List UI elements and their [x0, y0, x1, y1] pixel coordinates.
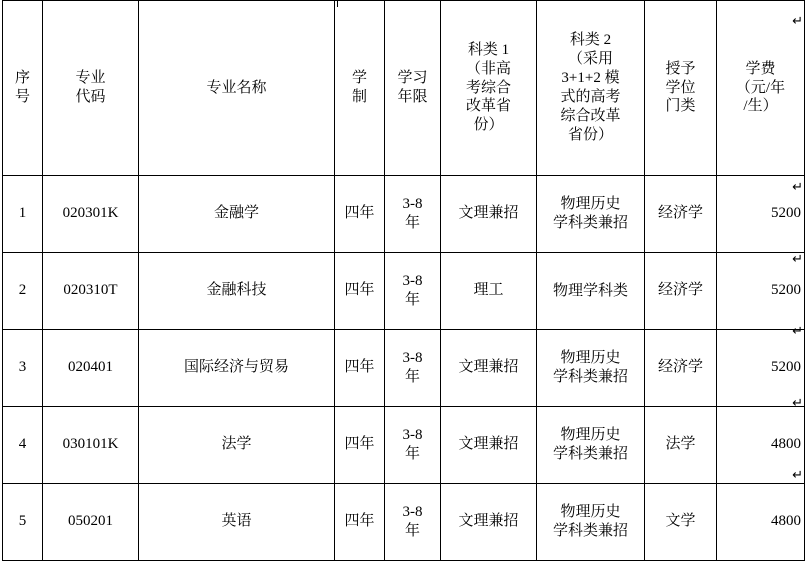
cell-name: 金融科技	[139, 253, 335, 330]
header-system-line2: 制	[351, 89, 367, 105]
pilcrow-mark: ↵	[792, 467, 803, 482]
cell-subject2-line1: 物理历史	[560, 350, 621, 367]
header-subject1-line4: 改革省	[465, 98, 511, 115]
cell-subject2-line2: 学科类兼招	[552, 215, 628, 231]
header-subject1-line1: 科类 1	[467, 41, 510, 58]
cell-subject2-line1: 物理历史	[560, 196, 621, 213]
cell-span	[385, 330, 441, 407]
header-seq-line2: 号	[14, 89, 30, 105]
header-cell-span	[385, 1, 441, 176]
cell-subject2-line2: 学科类兼招	[552, 369, 628, 385]
cell-span	[385, 176, 441, 253]
cell-span	[385, 407, 441, 484]
cell-span	[385, 484, 441, 561]
cell-seq: 3	[3, 330, 43, 407]
cell-span-line2: 年	[404, 369, 420, 385]
pilcrow-mark: ↵	[792, 251, 803, 266]
cell-subject2-line2: 学科类兼招	[552, 523, 628, 539]
header-subject2-line1: 科类 2	[569, 32, 612, 49]
cell-name: 英语	[139, 484, 335, 561]
cell-system: 四年	[335, 176, 385, 253]
header-cell-degree	[645, 1, 717, 176]
pilcrow-mark: ↵	[792, 395, 803, 410]
cell-subject2-line1: 物理历史	[560, 427, 621, 444]
header-subject2-line4: 式的高考	[560, 89, 621, 105]
cell-code: 020301K	[43, 176, 139, 253]
header-code-line2: 代码	[75, 89, 106, 105]
cell-degree: 法学	[645, 407, 717, 484]
header-cell-fee	[717, 1, 805, 176]
table-row	[3, 330, 805, 407]
cell-subject2	[537, 407, 645, 484]
cell-seq: 1	[3, 176, 43, 253]
cell-span-line2: 年	[404, 523, 420, 539]
cell-span-line1: 3-8	[402, 504, 423, 521]
cell-fee: 4800	[717, 407, 805, 484]
header-subject1-line3: 考综合	[465, 79, 511, 96]
cell-subject2	[537, 330, 645, 407]
header-fee-line1: 学费	[745, 60, 776, 77]
cell-degree: 经济学	[645, 330, 717, 407]
table-row	[3, 176, 805, 253]
header-cell-name	[139, 1, 335, 176]
pilcrow-mark: ↵	[792, 323, 803, 338]
majors-table	[2, 0, 805, 561]
header-code-line1: 专业	[75, 70, 106, 87]
pilcrow-mark: ↵	[792, 13, 803, 28]
cell-code: 020310T	[43, 253, 139, 330]
cell-degree: 文学	[645, 484, 717, 561]
header-subject1-line2: （非高	[465, 60, 511, 77]
cell-fee: 5200	[717, 253, 805, 330]
cell-name: 法学	[139, 407, 335, 484]
header-name-line1: 专业名称	[206, 79, 267, 96]
header-degree-line1: 授予	[665, 60, 696, 77]
top-divider	[337, 0, 338, 7]
header-degree-line2: 学位	[665, 79, 696, 96]
cell-span-line2: 年	[404, 446, 420, 462]
table-header-row	[3, 1, 805, 176]
cell-subject1: 文理兼招	[441, 176, 537, 253]
cell-fee: 5200	[717, 330, 805, 407]
header-subject2-line6: 省份）	[567, 126, 613, 143]
header-subject2-line5: 综合改革	[560, 107, 621, 124]
cell-name: 金融学	[139, 176, 335, 253]
cell-span-line1: 3-8	[402, 273, 423, 290]
cell-seq: 5	[3, 484, 43, 561]
cell-subject1: 文理兼招	[441, 484, 537, 561]
header-span-line2: 年限	[397, 89, 428, 105]
cell-fee: 4800	[717, 484, 805, 561]
header-subject2-line3: 3+1+2 模	[561, 70, 620, 87]
header-cell-subject2	[537, 1, 645, 176]
header-system-line1: 学	[351, 70, 367, 87]
cell-subject1: 理工	[441, 253, 537, 330]
cell-span	[385, 253, 441, 330]
cell-span-line2: 年	[404, 292, 420, 308]
cell-degree: 经济学	[645, 253, 717, 330]
header-seq-line1: 序	[14, 70, 30, 87]
cell-system: 四年	[335, 407, 385, 484]
header-fee-line3: /生）	[743, 98, 778, 115]
header-fee-line2: （元/年	[735, 79, 786, 96]
cell-subject1: 文理兼招	[441, 407, 537, 484]
cell-code: 020401	[43, 330, 139, 407]
header-span-line1: 学习	[397, 70, 428, 87]
cell-span-line1: 3-8	[402, 196, 423, 213]
header-cell-subject1	[441, 1, 537, 176]
cell-span-line2: 年	[404, 215, 420, 231]
cell-span-line1: 3-8	[402, 427, 423, 444]
cell-code: 050201	[43, 484, 139, 561]
cell-system: 四年	[335, 330, 385, 407]
cell-subject2-line1: 物理历史	[560, 504, 621, 521]
header-cell-code	[43, 1, 139, 176]
cell-subject2-line1: 物理学科类	[552, 282, 628, 299]
cell-subject1: 文理兼招	[441, 330, 537, 407]
header-subject2-line2: （采用	[567, 51, 613, 68]
cell-name: 国际经济与贸易	[139, 330, 335, 407]
cell-subject2	[537, 253, 645, 330]
cell-subject2-line2: 学科类兼招	[552, 446, 628, 462]
table-row	[3, 484, 805, 561]
cell-seq: 2	[3, 253, 43, 330]
header-subject1-line5: 份）	[473, 117, 504, 134]
cell-degree: 经济学	[645, 176, 717, 253]
pilcrow-mark: ↵	[792, 179, 803, 194]
cell-fee: 5200	[717, 176, 805, 253]
cell-seq: 4	[3, 407, 43, 484]
table-row	[3, 407, 805, 484]
cell-subject2	[537, 484, 645, 561]
cell-span-line1: 3-8	[402, 350, 423, 367]
header-cell-seq	[3, 1, 43, 176]
cell-system: 四年	[335, 484, 385, 561]
cell-subject2	[537, 176, 645, 253]
cell-code: 030101K	[43, 407, 139, 484]
cell-system: 四年	[335, 253, 385, 330]
header-cell-system	[335, 1, 385, 176]
header-degree-line3: 门类	[665, 98, 696, 115]
table-row	[3, 253, 805, 330]
